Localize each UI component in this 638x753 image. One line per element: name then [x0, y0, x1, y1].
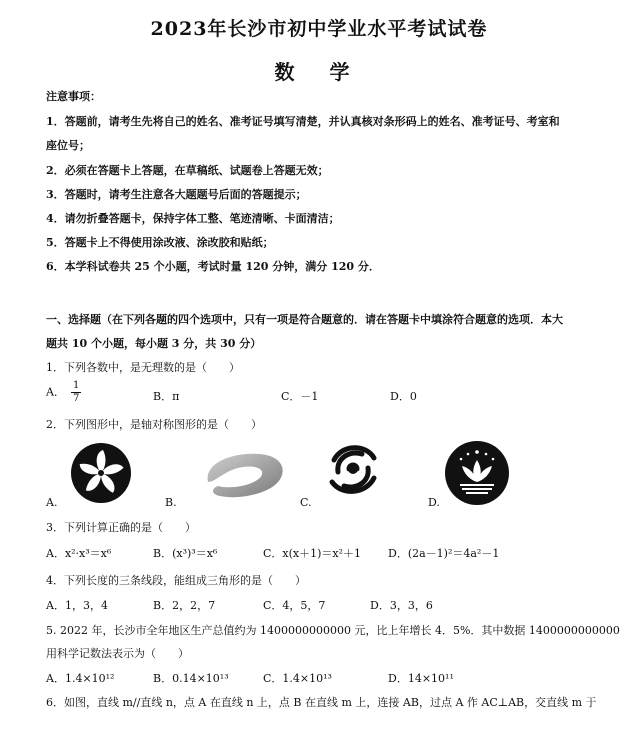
swirl-logo-figure: [322, 438, 384, 500]
question-3-stem: 3．下列计算正确的是（ ）: [46, 521, 196, 534]
notice-item: 1．答题前，请考生先将自己的姓名、准考证号填写清楚，并认真核对条形码上的姓名、准考证号、考室和: [46, 115, 560, 128]
q5-option-b: B．0.14×10¹³: [153, 672, 229, 685]
notice-item: 4．请勿折叠答题卡，保持字体工整、笔迹清晰、卡面清洁；: [46, 212, 340, 225]
notice-heading: 注意事项：: [46, 90, 101, 103]
q1-option-d: D．0: [390, 390, 417, 403]
q4-option-c: C．4，5，7: [263, 599, 326, 612]
question-6-line1: 6．如图，直线 m//直线 n，点 A 在直线 n 上，点 B 在直线 m 上，连接 AB，过点 A 作 AC⊥AB，交直线 m 于: [46, 696, 597, 709]
notice-item: 座位号；: [46, 139, 90, 152]
notice-item: 6．本学科试卷共 25 个小题，考试时量 120 分钟，满分 120 分．: [46, 260, 380, 273]
notice-item: 3．答题时，请考生注意各大题题号后面的答题提示；: [46, 188, 307, 201]
notice-item: 2．必须在答题卡上答题，在草稿纸、试题卷上答题无效；: [46, 164, 329, 177]
q1-option-a: A． $\frac{1}{7}$: [46, 380, 80, 404]
q3-option-d: D．(2a－1)²＝4a²－1: [388, 547, 500, 560]
q3-option-b: B．(x³)³＝x⁶: [153, 547, 218, 560]
q2-option-b-label: B.: [165, 496, 177, 509]
q5-option-a: A．1.4×10¹²: [46, 672, 115, 685]
q2-option-c-label: C.: [300, 496, 312, 509]
q3-option-c: C．x(x＋1)＝x²＋1: [263, 547, 362, 560]
q4-option-a: A．1，3，4: [46, 599, 108, 612]
section-heading: 题共 10 个小题，每小题 3 分，共 30 分）: [46, 337, 262, 350]
lotus-emblem-figure: [444, 440, 510, 506]
q2-option-d-label: D.: [428, 496, 440, 509]
q1-option-b: B．π: [153, 390, 180, 403]
q4-option-d: D．3，3，6: [370, 599, 433, 612]
question-1-stem: 1．下列各数中，是无理数的是（ ）: [46, 361, 240, 374]
question-5-line1: 5. 2022 年，长沙市全年地区生产总值约为 1400000000000 元，比上年增长 4．5%．其中数据 1400000000000: [46, 624, 620, 637]
question-5-line2: 用科学记数法表示为（ ）: [46, 647, 189, 660]
twisted-shape-figure: [198, 448, 290, 502]
question-2-stem: 2．下列图形中，是轴对称图形的是（ ）: [46, 418, 262, 431]
section-heading: 一、选择题（在下列各题的四个选项中，只有一项是符合题意的．请在答题卡中填涂符合题意的选项．本大: [46, 313, 563, 326]
q2-option-a-label: A.: [46, 496, 58, 509]
q5-option-c: C．1.4×10¹³: [263, 672, 332, 685]
bauhinia-emblem-figure: [70, 442, 132, 504]
exam-title: 2023年长沙市初中学业水平考试试卷: [150, 18, 488, 40]
q5-option-d: D．14×10¹¹: [388, 672, 454, 685]
q1-option-c: C．－1: [281, 390, 319, 403]
exam-subject: 数 学: [274, 60, 364, 84]
notice-item: 5．答题卡上不得使用涂改液、涂改胶和贴纸；: [46, 236, 274, 249]
q4-option-b: B．2，2，7: [153, 599, 216, 612]
question-4-stem: 4．下列长度的三条线段，能组成三角形的是（ ）: [46, 574, 306, 587]
q3-option-a: A．x²·x³＝x⁶: [46, 547, 112, 560]
